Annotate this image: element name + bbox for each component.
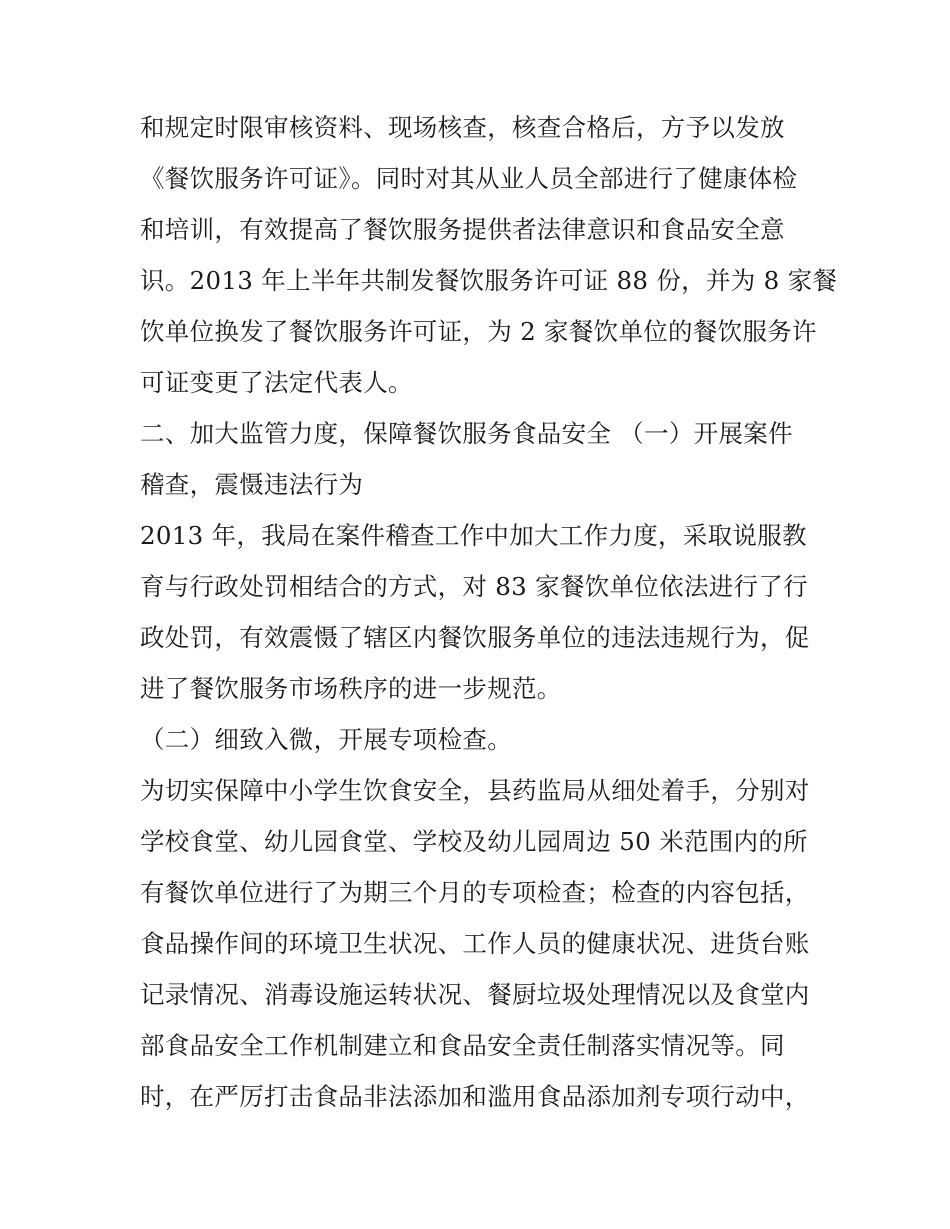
text-line: 育与行政处罚相结合的方式，对 83 家餐饮单位依法进行了行 — [140, 572, 808, 601]
text-line: 部食品安全工作机制建立和食品安全责任制落实情况等。同 — [140, 1031, 785, 1060]
subsection-heading: （二）细致入微，开展专项检查。 — [140, 725, 512, 754]
text-line: 有餐饮单位进行了为期三个月的专项检查；检查的内容包括， — [140, 878, 810, 907]
text-line: 识。2013 年上半年共制发餐饮服务许可证 88 份，并为 8 家餐 — [140, 266, 838, 295]
text-line: 学校食堂、幼儿园食堂、学校及幼儿园周边 50 米范围内的所 — [140, 827, 808, 856]
section-heading: 稽查，震慑违法行为 — [140, 470, 364, 499]
text-line: 饮单位换发了餐饮服务许可证，为 2 家餐饮单位的餐饮服务许 — [140, 317, 817, 346]
text-line: 记录情况、消毒设施运转状况、餐厨垃圾处理情况以及食堂内 — [140, 980, 810, 1009]
text-line: 进了餐饮服务市场秩序的进一步规范。 — [140, 674, 562, 703]
section-heading: 二、加大监管力度，保障餐饮服务食品安全 （一）开展案件 — [140, 419, 793, 448]
text-line: 时，在严厉打击食品非法添加和滥用食品添加剂专项行动中， — [140, 1082, 810, 1111]
text-line: 和规定时限审核资料、现场核查，核查合格后，方予以发放 — [140, 113, 785, 142]
text-line: 为切实保障中小学生饮食安全，县药监局从细处着手，分别对 — [140, 776, 810, 805]
text-line: 可证变更了法定代表人。 — [140, 368, 413, 397]
document-body — [140, 102, 838, 1122]
text-line: 食品操作间的环境卫生状况、工作人员的健康状况、进货台账 — [140, 929, 810, 958]
text-line: 《餐饮服务许可证》。同时对其从业人员全部进行了健康体检 — [140, 164, 798, 193]
text-line: 2013 年，我局在案件稽查工作中加大工作力度，采取说服教 — [140, 521, 807, 550]
text-line: 和培训，有效提高了餐饮服务提供者法律意识和食品安全意 — [140, 215, 785, 244]
text-line: 政处罚，有效震慑了辖区内餐饮服务单位的违法违规行为，促 — [140, 623, 810, 652]
